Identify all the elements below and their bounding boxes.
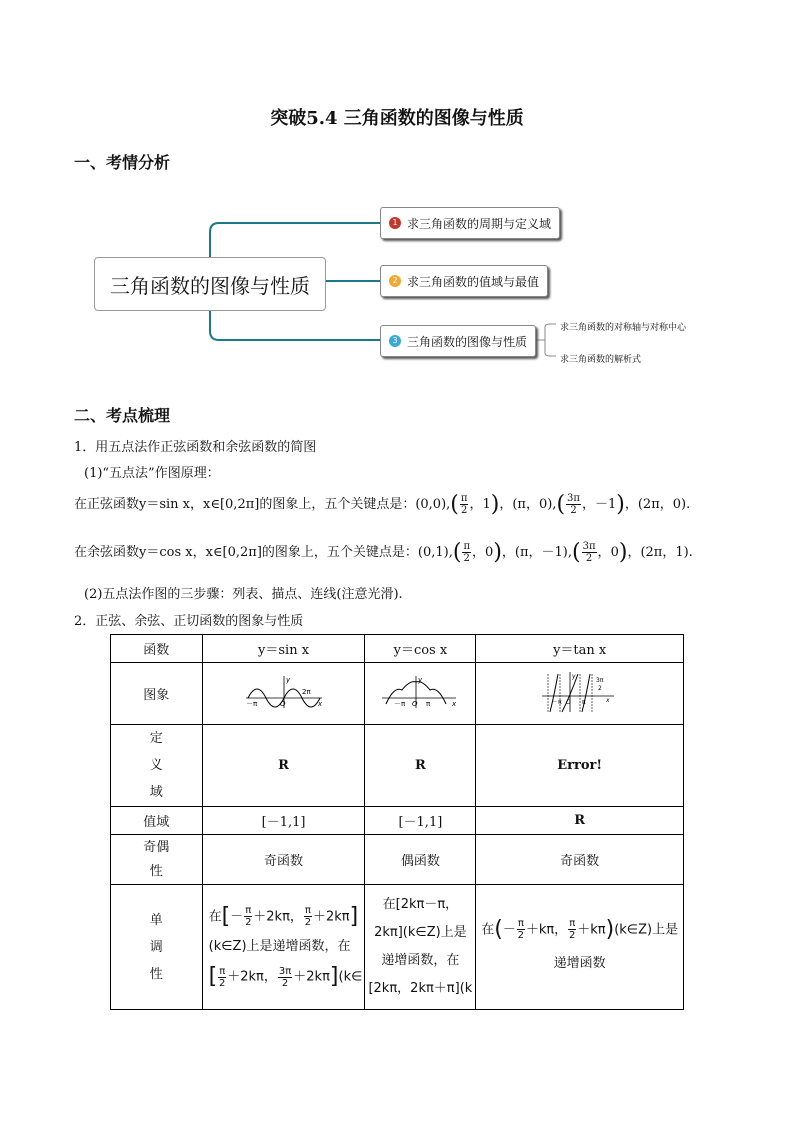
frac-num: 3π <box>567 493 580 504</box>
cos-graph-cell <box>365 663 476 725</box>
frac-num: π <box>460 493 468 504</box>
axis-label: x <box>317 699 322 708</box>
tick-label: 2π <box>301 687 311 696</box>
point-value: －1 <box>594 497 617 512</box>
origin-label: O <box>279 699 286 708</box>
axis-label: x <box>605 696 610 704</box>
origin-label: O <box>565 698 571 706</box>
section-heading-analysis: 一、考情分析 <box>74 153 171 172</box>
row-label-char: 义 <box>149 758 163 773</box>
mono-text: 递增函数 <box>553 956 606 972</box>
item-1-2: (2)五点法作图的三步骤：列表、描点、连线(注意光滑). <box>84 587 403 602</box>
cos-graph <box>380 674 460 710</box>
node-number-badge: 1 <box>389 217 401 229</box>
table-row <box>111 663 684 725</box>
point-value: 0 <box>610 545 619 560</box>
sin-suffix: ，(2π，0). <box>624 497 691 512</box>
frac-den: 2 <box>463 553 470 564</box>
frac-den: 2 <box>585 553 593 564</box>
mono-text: 2kπ](k∈Z)上是 <box>374 925 467 940</box>
tick-label: －π <box>394 699 406 708</box>
axis-label: y <box>285 675 290 684</box>
row-label-char: 单 <box>149 912 163 928</box>
row-label <box>111 885 203 1010</box>
sin-graph <box>244 674 324 710</box>
domain-cell: R <box>365 725 476 807</box>
mono-tan-cell: 在(－ $\frac{\pi}{2}$ ＋kπ， $\frac{\pi}{2}$ ＋kπ)(k∈Z)上是 递增函数 <box>476 885 684 1010</box>
mono-text: ＋kπ， <box>525 922 568 938</box>
mono-text: ＋2kπ <box>312 909 350 924</box>
header-cell: 函数 <box>111 635 203 663</box>
range-cell: [－1,1] <box>202 807 365 835</box>
parity-cell: 偶函数 <box>365 835 476 885</box>
page-title: 突破5.4 三角函数的图像与性质 <box>270 108 524 129</box>
tan-graph <box>540 670 620 714</box>
origin-label: O <box>412 699 418 708</box>
node-label: 求三角函数的值域与最值 <box>407 274 540 289</box>
tick-label: π <box>426 699 431 708</box>
row-label-char: 性 <box>149 966 163 982</box>
row-label <box>111 835 203 885</box>
mindmap-node-2 <box>380 265 548 297</box>
cos-mid: ，(π，－1), <box>501 545 573 560</box>
frac-den: 2 <box>570 505 577 516</box>
node-label: 求三角函数的周期与定义域 <box>407 216 552 231</box>
tick-label: －π <box>551 698 562 706</box>
mono-text: ＋kπ <box>577 922 606 938</box>
range-cell: [－1,1] <box>365 807 476 835</box>
mono-cos-cell <box>365 885 476 1010</box>
mono-text: (k∈Z)上是递增函数，在 <box>208 939 351 954</box>
point-value: 1 <box>482 497 491 512</box>
item-1-1: (1)“五点法”作图原理： <box>84 466 220 481</box>
point-value: 0 <box>485 545 494 560</box>
mono-sin-cell: 在[－ $\frac{\pi}{2}$ ＋2kπ， $\frac{\pi}{2}$ ＋2kπ] (k∈Z)上是递增函数，在 [ $\frac{\pi}{2}$ ＋2kπ， $\frac{3\pi}{2}$ ＋2kπ](k∈ <box>202 885 365 1010</box>
node-label: 三角函数的图像与性质 <box>407 334 528 349</box>
table-row <box>111 725 684 807</box>
mono-text: ＋2kπ <box>293 969 330 985</box>
sin-prefix: 在正弦函数y＝sin x，x∈[0,2π]的图象上，五个关键点是：(0,0), <box>74 497 451 512</box>
cos-suffix: ，(2π，1). <box>627 545 693 560</box>
table-row <box>111 807 684 835</box>
row-label <box>111 725 203 807</box>
mindmap-leaf-2: 求三角函数的解析式 <box>560 355 642 365</box>
mindmap-node-1 <box>380 207 560 239</box>
tick-label: －π <box>245 699 257 708</box>
row-label-part: 奇偶 <box>143 839 170 855</box>
node-number-badge: 3 <box>389 335 401 347</box>
header-cell: y＝tan x <box>476 635 684 663</box>
row-label: 图象 <box>111 663 203 725</box>
mono-text: 在[2kπ－π， <box>382 897 459 912</box>
frac-num: π <box>463 541 471 552</box>
header-cell: y＝cos x <box>365 635 476 663</box>
mono-text: 递增函数，在 <box>381 953 460 968</box>
frac-den: 2 <box>460 505 468 516</box>
mono-text: 在 <box>208 909 222 924</box>
section-heading-points: 二、考点梳理 <box>74 406 171 425</box>
table-row <box>111 835 684 885</box>
domain-cell: R <box>202 725 365 807</box>
axis-label: y <box>418 675 423 684</box>
tick-label: 3π <box>595 676 604 684</box>
axis-label: y <box>571 672 576 680</box>
header-cell: y＝sin x <box>202 635 365 663</box>
sin-mid: ，(π，0), <box>499 497 557 512</box>
row-label-part: 性 <box>149 863 163 879</box>
row-label-char: 调 <box>149 939 163 955</box>
mono-text: ＋2kπ， <box>227 969 277 985</box>
row-label: 值域 <box>111 807 203 835</box>
domain-cell: Error! <box>476 725 684 807</box>
mono-text: (k∈Z)上是 <box>614 922 679 938</box>
tick-label: 2 <box>597 684 602 692</box>
item-1-heading: 1．用五点法作正弦函数和余弦函数的简图 <box>74 440 317 455</box>
item-2-heading: 2．正弦、余弦、正切函数的图象与性质 <box>74 614 304 629</box>
mindmap-leaf-1: 求三角函数的对称轴与对称中心 <box>560 323 687 333</box>
tan-graph-cell <box>476 663 684 725</box>
mono-text: ＋2kπ， <box>253 909 303 924</box>
mindmap-root: 三角函数的图像与性质 <box>94 257 326 311</box>
sin-graph-cell <box>202 663 365 725</box>
sin-key-points: 在正弦函数y＝sin x，x∈[0,2π]的图象上，五个关键点是：(0,0),( $\frac{\pi}{2}$ ，1)，(π，0),( $\frac{3\pi}{2}$ ，－1)，(2π，0). <box>74 492 691 517</box>
properties-table <box>110 634 684 1010</box>
mono-text: 在 <box>481 922 495 938</box>
table-row <box>111 635 684 663</box>
row-label-char: 定 <box>149 731 163 746</box>
parity-cell: 奇函数 <box>476 835 684 885</box>
node-number-badge: 2 <box>389 275 401 287</box>
mono-text: [2kπ，2kπ＋π](k <box>368 981 473 996</box>
mono-text: (k∈ <box>338 969 363 985</box>
table-row <box>111 885 684 1010</box>
row-label-char: 域 <box>149 785 163 800</box>
tick-label: π <box>581 698 586 706</box>
range-cell: R <box>476 807 684 835</box>
cos-key-points: 在余弦函数y＝cos x，x∈[0,2π]的图象上，五个关键点是：(0,1),( $\frac{\pi}{2}$ ，0)，(π，－1),( $\frac{3\pi}{2}$ ，0)，(2π，1). <box>74 540 693 565</box>
cos-prefix: 在余弦函数y＝cos x，x∈[0,2π]的图象上，五个关键点是：(0,1), <box>74 545 453 560</box>
parity-cell: 奇函数 <box>202 835 365 885</box>
mindmap-node-3 <box>380 325 536 357</box>
frac-num: 3π <box>582 541 596 552</box>
axis-label: x <box>452 699 457 708</box>
